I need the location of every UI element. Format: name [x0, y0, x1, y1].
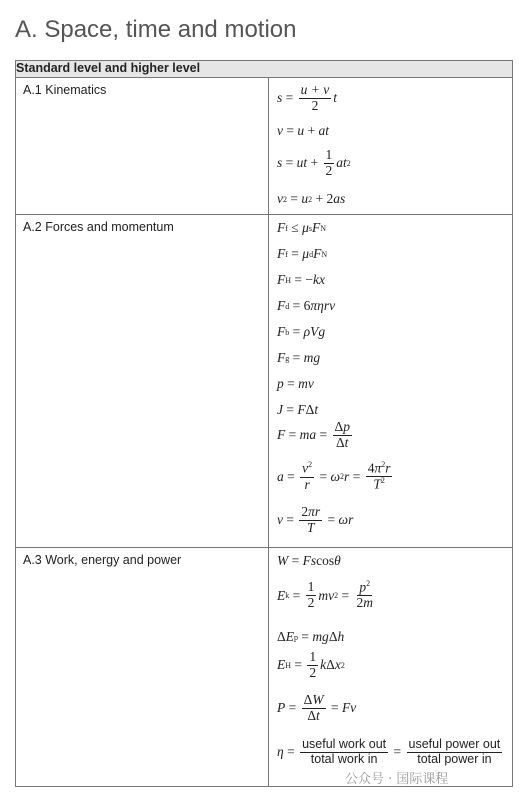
row-label-kinematics: A.1 Kinematics	[16, 78, 269, 215]
formula-centripetal: a = $\frac{v^2}{r}$ = ω 2 r = $\frac{4\pi^2r}{T^2}$	[277, 460, 391, 492]
formula-orbital-velocity: v = $\frac{2\pi r}{T}$ = ωr	[277, 504, 354, 535]
row-label-forces: A.2 Forces and momentum	[16, 215, 269, 548]
formula-elastic-energy: E H = $\frac{1}{2}$ k Δ x 2	[277, 649, 345, 680]
formula-kinetic-energy: E k = $\frac{1}{2}$ mv 2 = $\frac{p^2}{2m}$	[277, 579, 373, 611]
efficiency-num-work: useful work out	[302, 737, 387, 751]
efficiency-num-power: useful power out	[408, 737, 501, 751]
page-heading: A. Space, time and motion	[15, 16, 297, 43]
formula-velocity: v = u + at	[277, 123, 330, 138]
formula-static-friction: F f ≤ μ s F N	[277, 220, 327, 235]
formula-buoyancy: F b = ρVg	[277, 324, 326, 339]
formula-impulse: J = F Δ t	[277, 402, 319, 417]
formula-velocity-squared: v 2 = u 2 + 2 as	[277, 191, 346, 206]
formula-potential-energy: Δ E p = mg Δ h	[277, 629, 345, 644]
table-row	[16, 548, 513, 787]
watermark: 公众号 · 国际课程	[345, 772, 449, 787]
formula-newton-second: F = ma = $\frac{\Delta p}{\Delta t}$	[277, 419, 350, 450]
formula-displacement-average: s = $\frac{u + v}{2}$ t	[277, 82, 338, 113]
formula-power: P = $\frac{\Delta W}{\Delta t}$ = Fv	[277, 692, 357, 723]
table-row	[16, 78, 513, 215]
formula-table	[15, 60, 513, 787]
formula-cell-work-energy	[269, 548, 513, 787]
formula-dynamic-friction: F f = μ d F N	[277, 246, 328, 261]
formula-cell-forces	[269, 215, 513, 548]
formula-hooke: F H = − kx	[277, 272, 325, 287]
efficiency-den-power: total power in	[417, 751, 492, 766]
formula-cell-kinematics	[269, 78, 513, 215]
formula-efficiency: η = $\frac{\text{useful work out}}{\text{total work in}}$ = $\frac{\text{useful power out}}{\text{total power in}}$	[277, 737, 501, 766]
formula-stokes: F d = 6 πηrv	[277, 298, 336, 313]
formula-displacement: s = ut + $\frac{1}{2}$ at 2	[277, 147, 351, 178]
formula-work: W = Fs cos θ	[277, 553, 341, 568]
efficiency-den-work: total work in	[310, 751, 378, 766]
formula-momentum: p = mv	[277, 376, 314, 391]
table-header: Standard level and higher level	[16, 61, 513, 78]
formula-weight: F g = mg	[277, 350, 321, 365]
table-row	[16, 215, 513, 548]
row-label-work-energy: A.3 Work, energy and power	[16, 548, 269, 787]
table-header-row	[16, 61, 513, 78]
